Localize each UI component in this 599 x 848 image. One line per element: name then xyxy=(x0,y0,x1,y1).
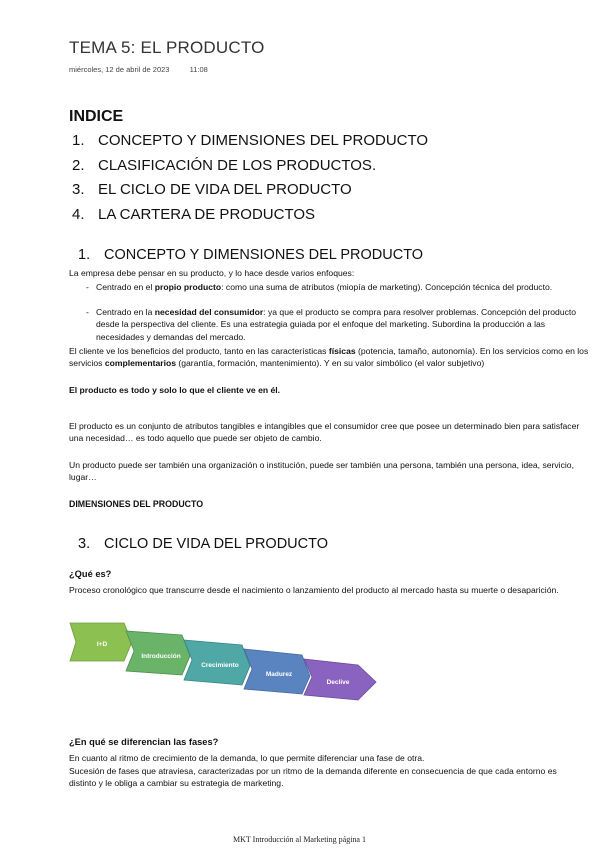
phase-declive xyxy=(304,659,376,700)
bullet-item xyxy=(86,281,592,293)
toc-item[interactable] xyxy=(72,157,428,182)
toc-label: CLASIFICACIÓN DE LOS PRODUCTOS. xyxy=(98,156,377,174)
phase-i-d xyxy=(70,623,132,661)
section1-paragraph xyxy=(69,345,593,370)
section1-heading xyxy=(78,247,423,263)
section1-key-statement: El producto es todo y solo lo que el cliente ve en él. xyxy=(69,385,281,395)
bullet-text: : ya que el producto se compra para resolver problemas. Concepción del producto desde la perspectiva del cliente. Es una estrategia guiada por el enfoque del marketing. Subordina la producción a las necesidades y demandas del mercado. xyxy=(96,307,577,342)
phase-madurez xyxy=(244,649,310,694)
page-date: miércoles, 12 de abril de 2023 xyxy=(69,65,170,74)
bullet-text: : como una suma de atributos (miopía de marketing). Concepción técnica del producto. xyxy=(221,282,553,292)
phase-introduccion xyxy=(126,631,190,675)
dimensions-heading: DIMENSIONES DEL PRODUCTO xyxy=(69,499,204,509)
toc-item[interactable] xyxy=(72,132,428,157)
page-timestamp xyxy=(69,65,226,74)
section-number: 3. xyxy=(78,536,91,552)
text-run: El cliente ve los beneficios del producto, tanto en las características xyxy=(69,346,329,356)
page-footer: MKT Introducción al Marketing página 1 xyxy=(233,835,366,844)
toc-number: 1. xyxy=(72,132,85,149)
section-title: CONCEPTO Y DIMENSIONES DEL PRODUCTO xyxy=(104,247,424,263)
section-number: 1. xyxy=(78,247,91,263)
toc-item[interactable] xyxy=(72,181,428,206)
phases-explanation-1: En cuanto al ritmo de crecimiento de la demanda, lo que permite diferenciar una fase de otra. xyxy=(69,753,425,763)
lifecycle-diagram xyxy=(68,621,380,701)
question-phases: ¿En qué se diferencian las fases? xyxy=(69,737,219,747)
text-run: (potencia, tamaño, autonomía). En los servicios como en los servicios xyxy=(69,346,589,369)
question-what-is: ¿Qué es? xyxy=(69,569,112,579)
page-time: 11:08 xyxy=(189,65,208,74)
phase-label: Introducción xyxy=(141,653,181,660)
bullet-item xyxy=(86,306,594,343)
toc-number: 3. xyxy=(72,181,85,198)
bullet-dash: - xyxy=(86,307,89,317)
toc-number: 4. xyxy=(72,205,85,223)
toc-label: EL CICLO DE VIDA DEL PRODUCTO xyxy=(98,181,352,198)
bullet-dash: - xyxy=(86,282,89,292)
section3-heading xyxy=(78,536,328,552)
toc-label: CONCEPTO Y DIMENSIONES DEL PRODUCTO xyxy=(98,132,429,149)
phase-label: Madurez xyxy=(265,671,293,678)
product-definition: El producto es un conjunto de atributos tangibles e intangibles que el consumidor cree que posee un determinado bien para satisfacer una necesidad… es todo aquello que puede ser objeto de cambio. xyxy=(69,421,580,444)
table-of-contents xyxy=(72,132,428,230)
lifecycle-definition: Proceso cronológico que transcurre desde el nacimiento o lanzamiento del producto al mercado hasta su muerte o desaparición. xyxy=(69,585,559,595)
product-scope: Un producto puede ser también una organización o institución, puede ser también una persona, también una persona, idea, servicio, lugar… xyxy=(69,460,574,483)
toc-label: LA CARTERA DE PRODUCTOS xyxy=(98,205,316,223)
phase-label: Declive xyxy=(326,679,350,686)
text-bold: físicas xyxy=(328,346,356,356)
phases-explanation-2: Sucesión de fases que atraviesa, caracterizadas por un ritmo de la demanda diferente en consecuencia de que cada entorno es distinto y le obliga a cambiar su estrategia de marketing. xyxy=(69,766,557,789)
bullet-text: Centrado en el xyxy=(96,282,155,292)
bullet-text: Centrado en la xyxy=(96,307,155,317)
bullet-bold: necesidad del consumidor xyxy=(154,307,264,317)
bullet-bold: propio producto xyxy=(154,282,222,292)
phase-label: Crecimiento xyxy=(201,662,239,669)
toc-item[interactable] xyxy=(72,206,428,231)
text-run: (garantía, formación, mantenimiento). Y en su valor simbólico (el valor subjetivo) xyxy=(176,358,485,369)
section-title: CICLO DE VIDA DEL PRODUCTO xyxy=(104,536,328,552)
index-heading: INDICE xyxy=(69,108,124,125)
phase-crecimiento xyxy=(184,640,250,685)
text-bold: complementarios xyxy=(104,358,176,369)
page-title: TEMA 5: EL PRODUCTO xyxy=(69,38,265,57)
phase-label: I+D xyxy=(96,641,108,648)
section1-intro: La empresa debe pensar en su producto, y lo hace desde varios enfoques: xyxy=(69,268,355,278)
toc-number: 2. xyxy=(72,156,85,174)
